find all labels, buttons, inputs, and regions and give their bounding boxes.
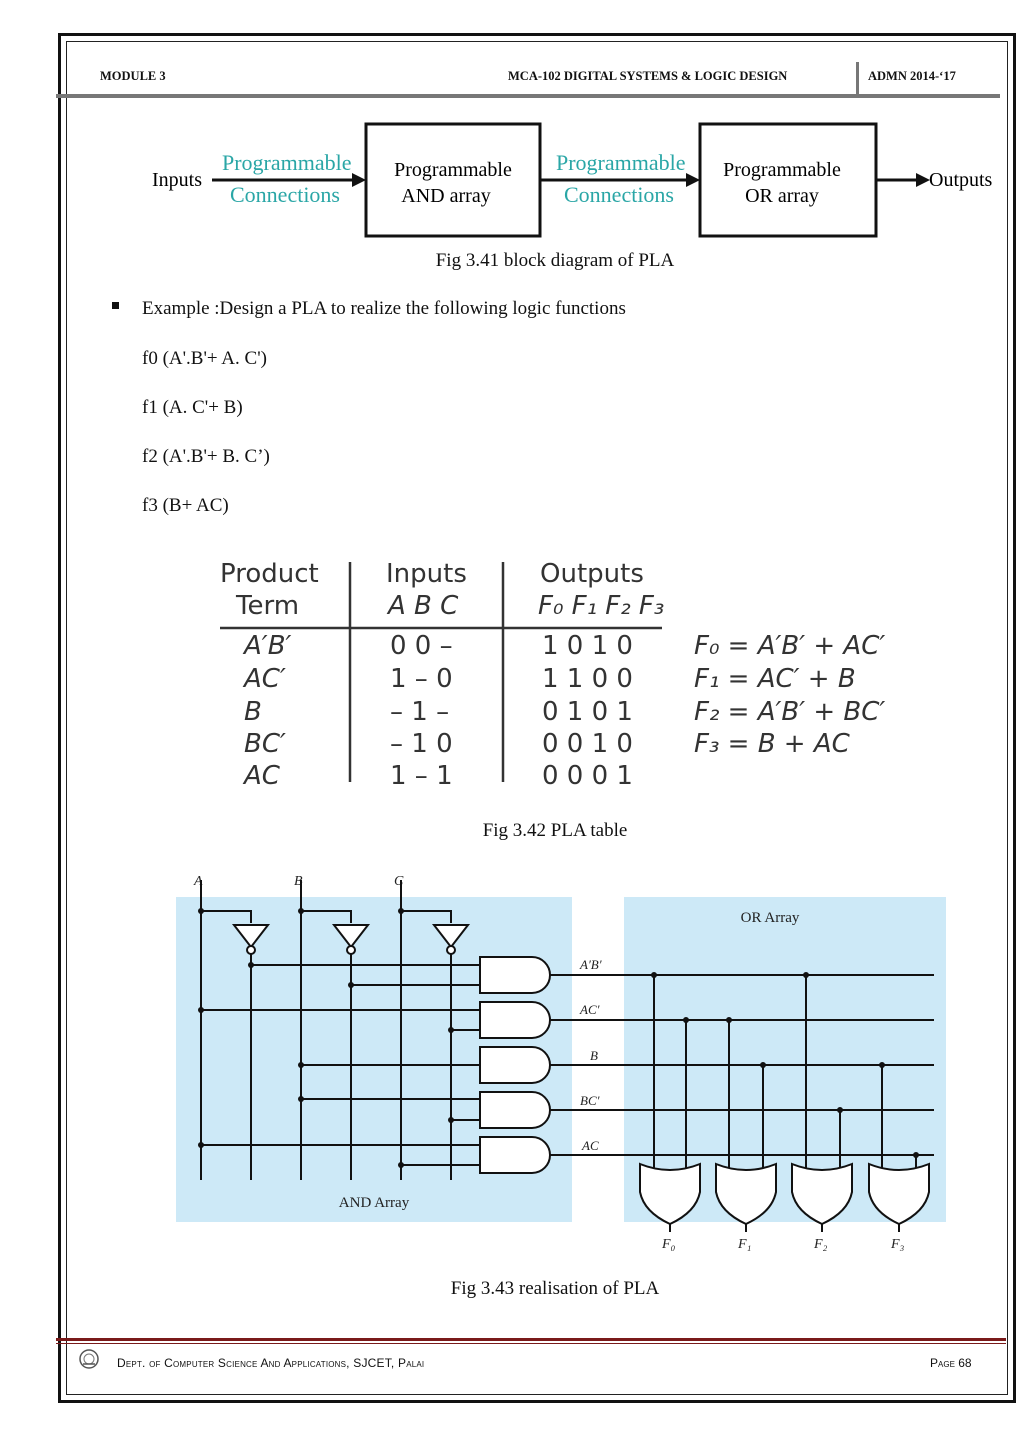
- table-inputs-3: – 1 0: [390, 729, 453, 759]
- table-col2-header-line2: A B C: [388, 591, 459, 621]
- diagram-outputs-label: Outputs: [929, 169, 993, 191]
- header-admission: ADMN 2014-‘17: [868, 69, 956, 83]
- product-term-label-2: B: [590, 1048, 598, 1063]
- table-equation-2: F₂ = A′B′ + BC′: [694, 697, 886, 727]
- header-rule: [56, 94, 1000, 98]
- table-inputs-1: 1 – 0: [390, 664, 453, 694]
- footer-page-number: Page 68: [930, 1356, 972, 1370]
- product-term-label-4: AC: [582, 1138, 599, 1153]
- table-outputs-4: 0 0 0 1: [542, 761, 633, 791]
- inverter-c-bubble: [447, 946, 455, 954]
- header-separator: [856, 62, 859, 96]
- table-term-3: BC′: [244, 729, 286, 759]
- table-outputs-0: 1 0 1 0: [542, 631, 633, 661]
- table-col1-header-line1: Product: [220, 559, 319, 589]
- caption-fig-341: Fig 3.41 block diagram of PLA: [435, 250, 675, 271]
- output-label-f2: F₂: [814, 1237, 828, 1252]
- table-term-1: AC′: [244, 664, 286, 694]
- inverter-a-bubble: [247, 946, 255, 954]
- and-array-label: AND Array: [338, 1195, 410, 1211]
- table-inputs-2: – 1 –: [390, 697, 450, 727]
- header-module: MODULE 3: [100, 69, 166, 83]
- table-inputs-0: 0 0 –: [390, 631, 453, 661]
- and-gate-3-icon: [480, 1047, 550, 1083]
- diagram-and-line1: Programmable: [394, 159, 512, 181]
- diagram-arrowhead-3: [916, 173, 930, 187]
- function-f0: f0 (A'.B'+ A. C'): [142, 348, 267, 369]
- caption-fig-342: Fig 3.42 PLA table: [482, 820, 628, 841]
- table-term-4: AC: [244, 761, 280, 791]
- table-term-2: B: [244, 697, 262, 727]
- table-col3-header-line1: Outputs: [540, 559, 644, 589]
- footer-rule: [56, 1338, 1006, 1341]
- function-f3: f3 (B+ AC): [142, 495, 229, 516]
- example-intro: Example :Design a PLA to realize the following logic functions: [142, 298, 626, 319]
- table-col1-header-line2: Term: [236, 591, 300, 621]
- output-label-f1: F₁: [738, 1237, 752, 1252]
- output-label-f3: F₃: [891, 1237, 905, 1252]
- bullet-icon: [112, 302, 119, 309]
- table-col3-header-line2: F₀ F₁ F₂ F₃: [538, 591, 665, 621]
- diagram-inputs-label: Inputs: [152, 169, 202, 191]
- input-label-b: B: [294, 874, 303, 889]
- table-outputs-3: 0 0 1 0: [542, 729, 633, 759]
- diagram-or-line2: OR array: [745, 185, 819, 207]
- footer-department: Dept. of Computer Science And Applications, SJCET, Palai: [117, 1356, 425, 1370]
- inverter-b-bubble: [347, 946, 355, 954]
- diagram-conn1-line2: Connections: [230, 182, 340, 207]
- diagram-arrowhead-2: [686, 173, 700, 187]
- table-outputs-2: 0 1 0 1: [542, 697, 633, 727]
- pla-block-diagram: [0, 110, 1024, 250]
- or-array-label: OR Array: [740, 910, 800, 926]
- caption-fig-343: Fig 3.43 realisation of PLA: [450, 1278, 660, 1299]
- diagram-conn2-line2: Connections: [564, 182, 674, 207]
- diagram-and-line2: AND array: [401, 185, 491, 207]
- input-label-a: A: [194, 874, 203, 889]
- function-f2: f2 (A'.B'+ B. C’): [142, 446, 270, 467]
- output-lines: [670, 1224, 899, 1232]
- diagram-conn2-line1: Programmable: [556, 150, 686, 175]
- table-equation-1: F₁ = AC′ + B: [694, 664, 856, 694]
- pla-realisation-diagram: [0, 868, 1024, 1258]
- and-gate-4-icon: [480, 1092, 550, 1128]
- and-gate-5-icon: [480, 1137, 550, 1173]
- product-term-label-0: A′B′: [580, 957, 602, 972]
- diagram-arrowhead-1: [352, 173, 366, 187]
- diagram-or-line1: Programmable: [723, 159, 841, 181]
- table-equation-3: F₃ = B + AC: [694, 729, 850, 759]
- header-course: MCA-102 DIGITAL SYSTEMS & LOGIC DESIGN: [508, 69, 788, 83]
- table-outputs-1: 1 1 0 0: [542, 664, 633, 694]
- table-col2-header-line1: Inputs: [386, 559, 467, 589]
- and-gate-1-icon: [480, 957, 550, 993]
- table-term-0: A′B′: [244, 631, 292, 661]
- table-equation-0: F₀ = A′B′ + AC′: [694, 631, 886, 661]
- function-f1: f1 (A. C'+ B): [142, 397, 243, 418]
- diagram-conn1-line1: Programmable: [222, 150, 352, 175]
- college-logo-icon: [78, 1348, 100, 1370]
- table-inputs-4: 1 – 1: [390, 761, 453, 791]
- pla-table: [0, 550, 1024, 800]
- output-label-f0: F₀: [662, 1237, 676, 1252]
- product-term-label-1: AC′: [580, 1002, 600, 1017]
- and-gate-2-icon: [480, 1002, 550, 1038]
- product-term-label-3: BC′: [580, 1093, 600, 1108]
- input-label-c: C: [394, 874, 404, 889]
- footer-rule-thin: [56, 1343, 1006, 1344]
